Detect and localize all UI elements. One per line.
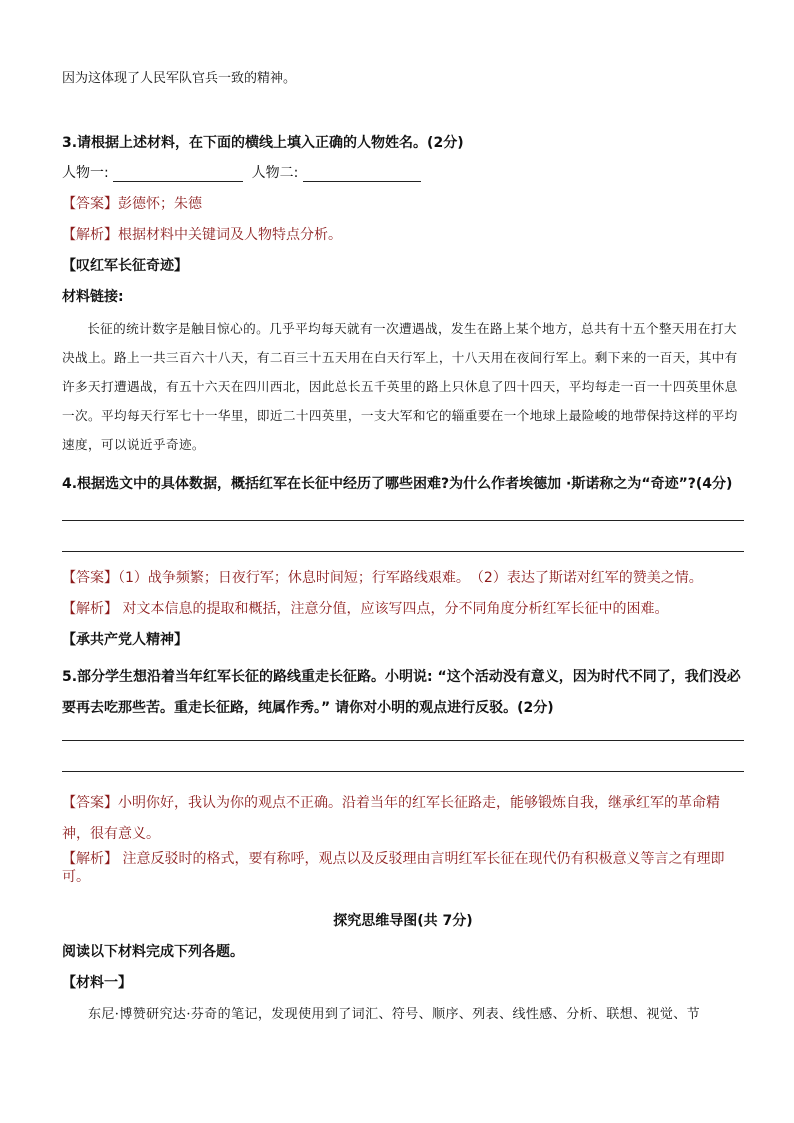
answer-tag: 【答案】: [62, 795, 118, 811]
q5-analysis-text: 注意反驳时的格式，要有称呼，观点以及反驳理由言明红军长征在现代仍有积极意义等言之有理即可。: [62, 851, 725, 885]
q3-label-1: 人物一:: [62, 165, 109, 181]
section-title-long-march: 【叹红军长征奇迹】: [62, 258, 188, 274]
q5-answer-line-2[interactable]: [62, 771, 744, 772]
q3-analysis-text: 根据材料中关键词及人物特点分析。: [118, 227, 342, 243]
material1-text: 东尼·博赞研究达·芬奇的笔记，发现使用到了词汇、符号、顺序、列表、线性感、分析、联想、视觉、节: [88, 1007, 701, 1022]
answer-tag: 【答案】: [62, 196, 118, 212]
long-march-passage: 长征的统计数字是触目惊心的。几乎平均每天就有一次遭遇战，发生在路上某个地方，总共有十五个整天用在打大决战上。路上一共三百六十八天，有二百三十五天用在白天行军上，十八天用在夜间行军上。剩下来的一百天，其中有许多天打遭遇战，有五十六天在四川西北，因此总长五千英里的路上只休息了四十四天，平均每走一百一十四英里休息一次。平均每天行军七十一华里，即近二十四英里，一支大军和它的辎重要在一个地球上最险峻的地带保持这样的平均速度，可以说近乎奇迹。: [62, 321, 738, 452]
q3-blank-1[interactable]: [113, 167, 243, 182]
mindmap-title: 探究思维导图(共 7分): [333, 913, 473, 929]
q5-question: 5.部分学生想沿着当年红军长征的路线重走长征路。小明说: “这个活动没有意义，因为时代不同了，我们没必要再去吃那些苦。重走长征路，纯属作秀。” 请你对小明的观点进行反驳。(2分): [62, 669, 741, 716]
q5-answer-line-1[interactable]: [62, 740, 744, 741]
q3-analysis: [62, 226, 744, 244]
q4-answer-text: （1）战争频繁；日夜行军；休息时间短；行军路线艰难。 （2）表达了斯诺对红军的赞美之情。: [118, 570, 703, 586]
q3-question: 3.请根据上述材料，在下面的横线上填入正确的人物姓名。(2分): [62, 135, 464, 151]
q3-answer-text: 彭德怀；朱德: [118, 196, 202, 212]
q4-answer-line-2[interactable]: [62, 551, 744, 552]
analysis-tag: 【解析】: [62, 601, 118, 617]
q3-answer: [62, 195, 744, 213]
q4-answer: [62, 569, 744, 587]
material-link-label: 材料链接:: [62, 289, 124, 305]
q3-blank-2[interactable]: [303, 167, 421, 182]
q3-label-2: 人物二:: [251, 165, 299, 181]
analysis-tag: 【解析】: [62, 851, 118, 867]
q4-question: 4.根据选文中的具体数据，概括红军在长征中经历了哪些困难?为什么作者埃德加 ·斯诺称之为“奇迹”?(4分): [62, 476, 733, 492]
q5-analysis: [62, 850, 744, 886]
analysis-tag: 【解析】: [62, 227, 118, 243]
material1-title: 【材料一】: [62, 975, 132, 991]
q5-answer-text: 小明你好，我认为你的观点不正确。沿着当年的红军长征路走，能够锻炼自我，继承红军的革命精神，很有意义。: [62, 795, 720, 842]
intro-line: 因为这体现了人民军队官兵一致的精神。: [62, 71, 297, 86]
section-title-spirit: 【承共产党人精神】: [62, 632, 188, 648]
q4-analysis: [62, 600, 744, 618]
q5-answer: [62, 788, 744, 850]
q4-analysis-text: 对文本信息的提取和概括，注意分值，应该写四点，分不同角度分析红军长征中的困难。: [118, 601, 669, 617]
q4-answer-line-1[interactable]: [62, 520, 744, 521]
mindmap-instruction: 阅读以下材料完成下列各题。: [62, 944, 244, 960]
answer-tag: 【答案】: [62, 570, 118, 586]
q3-blanks: [62, 164, 744, 182]
